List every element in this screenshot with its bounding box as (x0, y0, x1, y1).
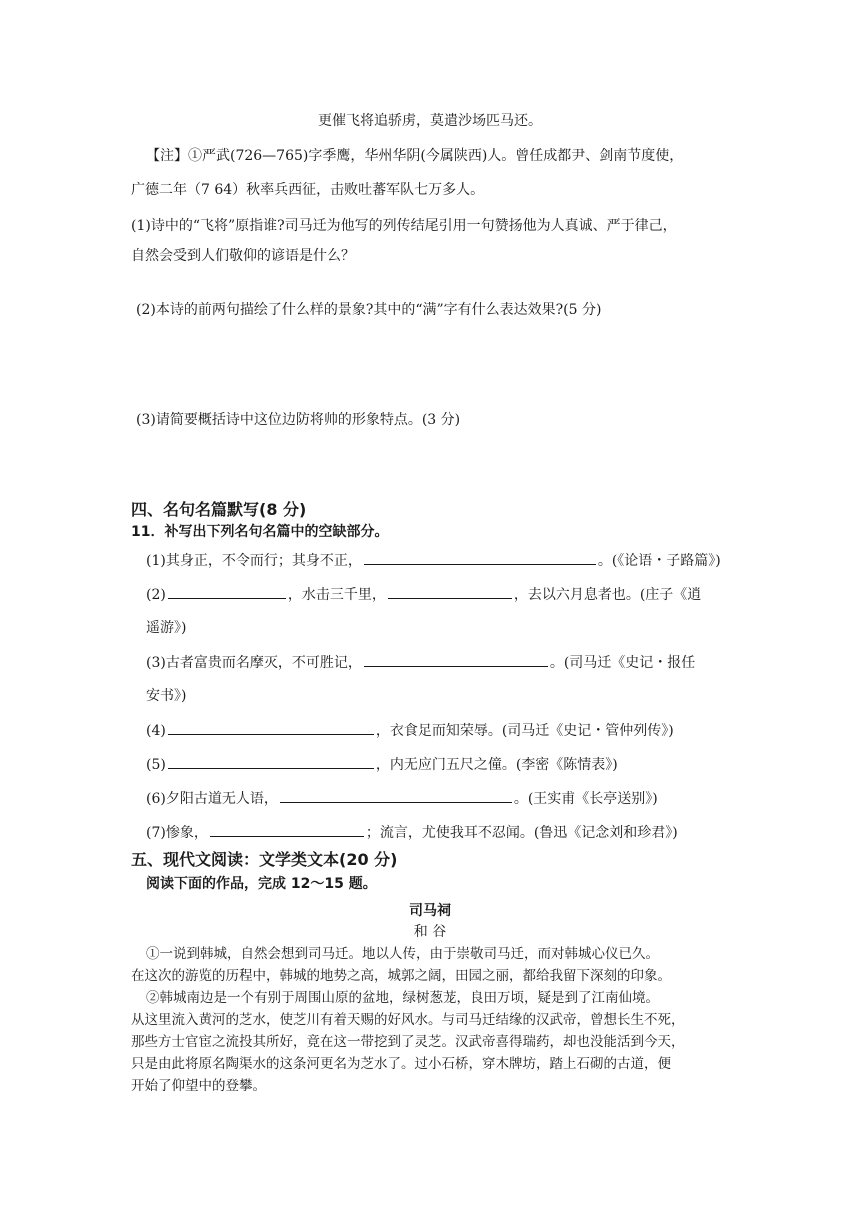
fill-item-4-suffix: ，衣食足而知荣辱。(司马迁《史记・管仲列传》) (375, 723, 674, 739)
question-2: (2)本诗的前两句描绘了什么样的景象?其中的“满”字有什么表达效果?(5 分) (136, 302, 602, 318)
paragraph-1-line-1: ①一说到韩城，自然会想到司马迁。地以人传，由于崇敬司马迁，而对韩城心仪已久。 (146, 946, 659, 962)
paragraph-2-line-1: ②韩城南边是一个有别于周围山原的盆地，绿树葱茏，良田万顷，疑是到了江南仙境。 (146, 990, 659, 1006)
answer-blank[interactable] (364, 550, 596, 565)
fill-item-4 (146, 720, 674, 741)
answer-blank[interactable] (168, 754, 374, 769)
fill-item-6-suffix: 。(王实甫《长亭送别》) (513, 791, 658, 807)
fill-item-7-suffix: ；流言，尤使我耳不忍闻。(鲁迅《记念刘和珍君》) (365, 825, 678, 841)
answer-blank[interactable] (168, 584, 286, 599)
reading-instruction: 阅读下面的作品，完成 12～15 题。 (146, 876, 377, 892)
paragraph-2-line-4: 只是由此将原名陶渠水的这条河更名为芝水了。过小石桥，穿木牌坊，踏上石砌的古道，便 (131, 1056, 671, 1072)
note-line-1: 【注】①严武(726—765)字季鹰，华州华阴(今属陕西)人。曾任成都尹、剑南节度使， (146, 148, 684, 164)
article-title: 司马祠 (409, 903, 451, 919)
fill-item-2-continued: 遥游》) (146, 620, 187, 636)
fill-item-6-prefix: (6)夕阳古道无人语， (146, 791, 278, 807)
answer-blank[interactable] (364, 652, 548, 667)
paragraph-2-line-5: 开始了仰望中的登攀。 (131, 1078, 266, 1094)
answer-blank[interactable] (280, 788, 512, 803)
poem-last-line: 更催飞将追骄虏，莫遣沙场匹马还。 (318, 113, 542, 129)
answer-blank[interactable] (210, 822, 364, 837)
fill-item-3-continued: 安书》) (146, 688, 187, 704)
paragraph-1-line-2: 在这次的游览的历程中，韩城的地势之高，城郭之阔，田园之丽，都给我留下深刻的印象。 (131, 968, 671, 984)
answer-blank[interactable] (388, 584, 512, 599)
fill-item-1-suffix: 。(《论语・子路篇》) (597, 553, 721, 569)
fill-item-5-suffix: ，内无应门五尺之僮。(李密《陈情表》) (375, 757, 618, 773)
fill-item-2-suffix: ，去以六月息者也。(庄子《逍 (513, 587, 702, 603)
fill-item-2 (146, 584, 701, 605)
question-1-line-1: (1)诗中的“飞将”原指谁?司马迁为他写的列传结尾引用一句赞扬他为人真诚、严于律己， (131, 218, 677, 234)
fill-item-1-prefix: (1)其身正，不令而行；其身不正， (146, 553, 362, 569)
answer-blank[interactable] (168, 720, 374, 735)
fill-item-2-middle: ，水击三千里， (287, 587, 386, 603)
fill-item-3-prefix: (3)古者富贵而名摩灭，不可胜记， (146, 655, 362, 671)
note-line-2: 广德二年（7 64）秋率兵西征，击败吐蕃军队七万多人。 (131, 182, 485, 198)
question-11: 11．补写出下列名句名篇中的空缺部分。 (131, 524, 389, 540)
section-5-heading: 五、现代文阅读：文学类文本(20 分) (131, 850, 398, 869)
question-3: (3)请简要概括诗中这位边防将帅的形象特点。(3 分) (136, 412, 461, 428)
fill-item-5-prefix: (5) (146, 757, 166, 773)
question-1-line-2: 自然会受到人们敬仰的谚语是什么？ (131, 248, 355, 264)
fill-item-5 (146, 754, 618, 775)
fill-item-2-prefix: (2) (146, 587, 166, 603)
fill-item-3 (146, 652, 695, 673)
fill-item-7-prefix: (7)惨象， (146, 825, 208, 841)
paragraph-2-line-3: 那些方士官宦之流投其所好，竟在这一带挖到了灵芝。汉武帝喜得瑞药，却也没能活到今天， (131, 1034, 685, 1050)
article-author: 和 谷 (413, 924, 447, 940)
paragraph-2-line-2: 从这里流入黄河的芝水，使芝川有着天赐的好风水。与司马迁结缘的汉武帝，曾想长生不死， (131, 1012, 685, 1028)
fill-item-3-suffix: 。(司马迁《史记・报任 (549, 655, 696, 671)
fill-item-1 (146, 550, 721, 571)
section-4-heading: 四、名句名篇默写(8 分) (131, 500, 307, 519)
fill-item-4-prefix: (4) (146, 723, 166, 739)
fill-item-7 (146, 822, 678, 843)
fill-item-6 (146, 788, 658, 809)
